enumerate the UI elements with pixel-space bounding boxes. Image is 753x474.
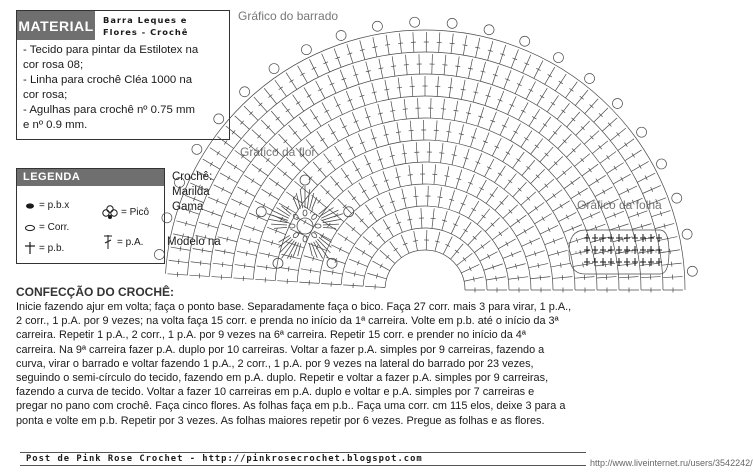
fan-stitch-bar (380, 264, 382, 268)
fan-stitch-bar (553, 194, 556, 198)
legend-label: = p.b. (39, 242, 65, 254)
fan-stitch-bar (490, 194, 494, 197)
fan-stitch-bar (431, 218, 436, 219)
instructions-line: 2 corr., 1 p.A. por 9 vezes; na volta faça 15 corr. e prenda no início da 1ª carreira. Volte em p.b. até o início da 3ª (16, 315, 559, 328)
fan-stitch-bar (548, 74, 552, 77)
material-item: - Agulhas para crochê nº 0.75 mm (23, 104, 195, 116)
flower-petal-stitch (300, 189, 302, 208)
fan-stitch-bar (472, 208, 476, 211)
flower-chain (303, 210, 307, 216)
fan-stitch-bar (289, 80, 293, 83)
credits-line: Crochê: (172, 171, 213, 183)
fan-stitch-bar (310, 146, 314, 149)
fan-picot (585, 73, 595, 83)
fan-stitch-bar (217, 151, 220, 155)
instructions-line: seguindo o semi-círculo do tecido, fazendo em p.A. duplo. Repetir e voltar a fazer p.A. simples por 9 carreiras, (16, 372, 549, 385)
fan-stitch-bar (268, 95, 272, 98)
fan-picot (656, 159, 666, 169)
fan-stitch-bar (614, 166, 617, 170)
chart-title-flor: Gráfico da flor (240, 145, 316, 159)
fan-stitch-bar (378, 68, 383, 69)
fan-stitch-bar (560, 204, 563, 208)
fan-stitch-bar (386, 227, 390, 230)
instructions-line: fazendo a curva de tecido. Voltar a fazer 10 carreiras em p.A. duplo e voltar e p.A. simples por 7 carreiras e (16, 386, 535, 399)
fan-stitch-bar (439, 153, 444, 154)
legend-label: = p.A. (117, 236, 144, 248)
fan-stitch-bar (279, 87, 283, 90)
fan-picot (192, 144, 202, 154)
fan-stitch-bar (314, 116, 318, 119)
fan-stitch-bar (584, 202, 586, 206)
fan-stitch-bar (394, 248, 398, 251)
fan-stitch-bar (241, 154, 244, 158)
fan-stitch-bar (338, 153, 342, 156)
flower-petal-stitch (323, 224, 339, 225)
fan-stitch-bar (517, 219, 520, 223)
fan-picot (484, 25, 494, 35)
footer-credit: Post de Pink Rose Crochet - http://pinkrosecrochet.blogspot.com (20, 452, 586, 466)
fan-stitch-bar (464, 229, 468, 232)
fan-stitch-bar (566, 215, 568, 219)
fan-stitch-bar (632, 153, 635, 157)
fan-picot (214, 114, 224, 124)
fan-stitch-bar (463, 45, 468, 46)
fan-stitch-bar (445, 244, 449, 246)
legend-label: = Picô (121, 206, 150, 218)
fan-stitch-bar (495, 146, 499, 148)
material-subtitle: Barra Leques e Flores - Crochê (103, 15, 189, 37)
fan-stitch-bar (603, 190, 605, 194)
fan-stitch-bar (303, 123, 307, 126)
fan-stitch-bar (499, 232, 502, 236)
flower-chain (292, 232, 299, 239)
legend-label: = Corr. (39, 222, 70, 233)
flower-picot (256, 207, 266, 217)
fan-stitch-bar (446, 131, 451, 132)
fan-stitch-bar (524, 229, 527, 233)
fan-picot (372, 21, 382, 31)
fan-stitch-bar (506, 152, 510, 155)
fan-stitch-bar (529, 89, 533, 91)
legend-label: = p.b.x (39, 200, 70, 211)
fan-picot (553, 53, 563, 63)
fan-stitch-bar (402, 153, 407, 154)
fan-stitch-bar (379, 206, 383, 208)
fan-stitch-bar (385, 44, 390, 45)
instructions-line: carreira. Na 9ª carreira fazer p.A. duplo por 10 carreiras. Voltar a fazer p.A. simples por 9 carreiras, fazendo a (16, 343, 545, 356)
flower-petal-stitch (279, 235, 290, 242)
fan-stitch-bar (300, 73, 304, 75)
fan-stitch-bar (396, 132, 401, 133)
fan-stitch-bar (369, 212, 373, 215)
material-item: e nº 0.9 mm. (23, 119, 88, 131)
fan-stitch-bar (645, 176, 647, 180)
fan-stitch-bar (445, 176, 450, 177)
fan-picot (162, 213, 172, 223)
fan-picot (520, 36, 530, 46)
fan-stitch-bar (441, 109, 446, 110)
credits-line: Marilda (172, 186, 210, 198)
fan-stitch-bar (454, 110, 459, 111)
flower-petal-stitch (319, 206, 329, 214)
fan-stitch-bar (607, 155, 610, 159)
fan-stitch-bar (521, 110, 525, 112)
flower-picot (300, 175, 310, 185)
fan-stitch-bar (542, 217, 545, 221)
fan-stitch-bar (450, 43, 455, 44)
material-item: cor rosa 08; (23, 59, 84, 71)
fan-stitch-bar (307, 95, 311, 98)
instructions-title: CONFECÇÃO DO CROCHÊ: (16, 285, 174, 299)
model-label: Modelo na (167, 236, 221, 248)
fan-stitch-bar (202, 248, 203, 253)
material-item: cor rosa; (23, 89, 68, 101)
flower-petal-stitch (281, 206, 291, 214)
fan-picot (447, 18, 457, 28)
fan-stitch-bar (384, 89, 389, 90)
fan-stitch-bar (397, 87, 402, 88)
fan-stitch-bar (639, 164, 641, 168)
fan-stitch-bar (178, 259, 179, 264)
fan-stitch-bar (506, 242, 508, 246)
fan-stitch-bar (222, 262, 223, 267)
fan-stitch-bar (408, 175, 413, 176)
fan-stitch-bar (580, 96, 584, 99)
fan-stitch-bar (228, 176, 230, 180)
fan-picot (410, 17, 420, 27)
fan-picot (301, 45, 311, 55)
flower-petal-stitch (307, 189, 309, 208)
fan-stitch-bar (487, 167, 491, 169)
fan-stitch-bar (286, 109, 290, 112)
fan-stitch-bar (468, 68, 473, 69)
fan-stitch-bar (498, 173, 502, 176)
fan-stitch-bar (569, 88, 573, 91)
flower-picot (344, 207, 354, 217)
material-item: - Tecido para pintar da Estilotex na (23, 44, 199, 56)
fan-stitch-bar (296, 102, 300, 105)
fan-stitch-bar (540, 275, 541, 280)
legend-title: LEGENDA (17, 169, 164, 186)
flower-picot (273, 258, 283, 268)
fan-stitch-bar (560, 263, 561, 268)
flower-petal-stitch (298, 243, 301, 256)
fan-stitch-bar (461, 89, 466, 90)
fan-stitch-bar (349, 147, 353, 149)
fan-stitch-bar (540, 95, 544, 98)
fan-stitch-bar (536, 68, 540, 70)
fan-stitch-bar (372, 47, 377, 48)
fan-stitch-bar (524, 137, 528, 140)
flower-group (256, 175, 353, 268)
fan-stitch-bar (204, 173, 206, 177)
fan-stitch-bar (578, 191, 581, 195)
fan-picot (687, 266, 697, 276)
fan-stitch-bar (391, 66, 396, 67)
fan-stitch-bar (624, 143, 627, 147)
flower-petal-stitch (271, 224, 287, 225)
fan-stitch-bar (481, 245, 484, 249)
fan-stitch-bar (535, 206, 538, 210)
fan-stitch-bar (561, 110, 565, 113)
instructions-line: pregar no pano com crochê. Faça cinco flores. As folhas faça em p.b.. Faça uma corr. cm 115 elos, deixe 3 para a (16, 400, 566, 413)
fan-stitch-bar (413, 240, 418, 241)
fan-stitch-bar (180, 246, 181, 251)
fan-stitch-bar (325, 110, 329, 112)
instructions-line: carreira. Repetir 1 p.A., 2 corr., 1 p.A. por 9 vezes na 6ª carreira. Repetir 15 corr. e prender no início da 4ª (16, 329, 526, 342)
flower-petal-stitch (312, 197, 317, 209)
fan-stitch-bar (312, 67, 316, 69)
fan-stitch-bar (482, 215, 486, 218)
flower-petal-stitch (293, 197, 298, 209)
fan-stitch-bar (516, 159, 520, 162)
fan-stitch-bar (327, 160, 331, 163)
fan-stitch-bar (403, 109, 408, 110)
instructions-line: ponta e volte em p.b. Repetir por 3 vezes. As folhas maiores repetir por 6 vezes. Pregue as folhas e as flores. (16, 414, 545, 427)
instructions-line: curva, virar o barrado e voltar fazendo 1 p.A., 2 corr., 1 p.A. por 9 vezes na lateral do barrado por 23 vezes, (16, 357, 534, 370)
fan-stitch-bar (617, 132, 620, 136)
fan-stitch-bar (487, 254, 489, 258)
fan-stitch-bar (543, 123, 547, 126)
fan-picot (269, 64, 279, 74)
fan-stitch-bar (513, 131, 517, 133)
flower-chain (311, 213, 318, 220)
credits-line: Gama (172, 201, 204, 213)
flower-petal-stitch (309, 243, 312, 256)
fan-stitch-bar (508, 180, 512, 183)
fan-stitch-bar (463, 257, 466, 261)
flower-chain (303, 236, 307, 242)
fan-stitch-bar (318, 89, 322, 91)
flower-picot (327, 258, 337, 268)
fan-stitch-bar (518, 275, 519, 280)
fan-stitch-bar (599, 145, 602, 149)
flower-petal-stitch (323, 227, 336, 228)
fan-picot (154, 250, 164, 260)
material-item: - Linha para crochê Cléa 1000 na (23, 74, 193, 86)
fan-stitch-bar (589, 168, 592, 172)
flower-chain (311, 232, 318, 239)
fan-stitch-bar (496, 276, 497, 281)
fan-picot (637, 127, 647, 137)
fan-picot (612, 98, 622, 108)
fan-stitch-bar (571, 181, 574, 185)
flower-chain (315, 224, 321, 228)
fan-stitch-bar (200, 260, 201, 265)
fan-picot (174, 178, 184, 188)
fan-stitch-bar (479, 187, 483, 189)
fan-picot (240, 87, 250, 97)
flower-petal-stitch (320, 235, 331, 242)
fan-stitch-bar (455, 66, 460, 67)
flower-center-ring (297, 218, 313, 234)
flower-chain (292, 213, 299, 220)
fan-stitch-bar (224, 141, 227, 145)
fan-ring (363, 228, 487, 290)
fan-stitch-bar (224, 249, 225, 254)
fan-stitch-bar (437, 197, 442, 198)
chart-title-folha: Gráfico da folha (577, 198, 662, 212)
fan-stitch-bar (532, 116, 536, 119)
fan-picot (672, 193, 682, 203)
material-title: MATERIAL (17, 11, 95, 40)
fan-stitch-bar (448, 87, 453, 88)
fan-stitch-bar (320, 138, 324, 141)
instructions-text (16, 300, 688, 428)
instructions-line: Inicie fazendo ajur em volta; faça o ponto base. Separadamente faça o bico. Faça 27 corr. mais 3 para virar, 1 p.A., (16, 301, 572, 313)
fan-stitch-bar (596, 179, 599, 183)
chart-title-barrado: Gráfico do barrado (238, 9, 339, 23)
leaf-diagram (565, 222, 685, 282)
fan-stitch-bar (390, 110, 395, 111)
fan-stitch-bar (234, 165, 237, 169)
watermark: http://www.liveinternet.ru/users/3542242/ (590, 458, 753, 468)
fan-stitch-bar (621, 177, 623, 181)
fan-picot (336, 30, 346, 40)
flower-diagram (245, 168, 365, 288)
fan-stitch-bar (551, 102, 555, 105)
fan-stitch-bar (535, 145, 539, 148)
fan-stitch-bar (331, 132, 335, 135)
flower-petal-stitch (274, 227, 287, 228)
fan-stitch-bar (210, 162, 213, 166)
leaf-group (569, 230, 669, 274)
flower-chain (289, 224, 295, 228)
fan-stitch-bar (559, 81, 563, 84)
